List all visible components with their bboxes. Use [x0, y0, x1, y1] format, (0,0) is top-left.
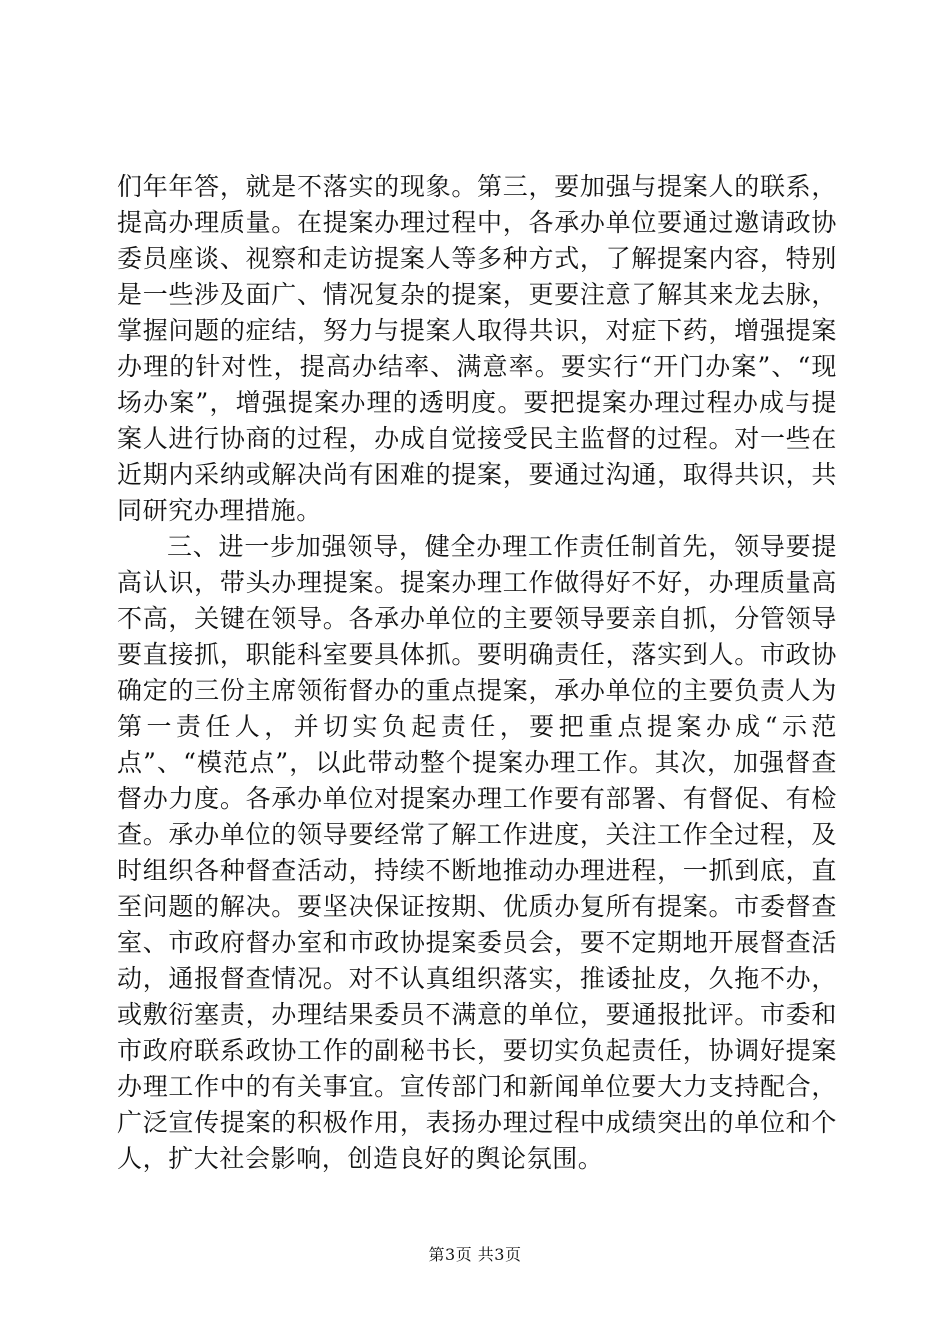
paragraph-2: 三、进一步加强领导，健全办理工作责任制首先，领导要提高认识，带头办理提案。提案办理工作做得好不好，办理质量高不高，关键在领导。各承办单位的主要领导要亲自抓，分管领导要直接抓，职能科室要具体抓。要明确责任，落实到人。市政协确定的三份主席领衔督办的重点提案，承办单位的主要负责人为第一责任人，并切实负起责任，要把重点提案办成“示范点”、“模范点”，以此带动整个提案办理工作。其次，加强督查督办力度。各承办单位对提案办理工作要有部署、有督促、有检查。承办单位的领导要经常了解工作进度，关注工作全过程，及时组织各种督查活动，持续不断地推动办理进程，一抓到底，直至问题的解决。要坚决保证按期、优质办复所有提案。市委督查室、市政府督办室和市政协提案委员会，要不定期地开展督查活动，通报督查情况。对不认真组织落实，推诿扯皮，久拖不办，或敷衍塞责，办理结果委员不满意的单位，要通报批评。市委和市政府联系政协工作的副秘书长，要切实负起责任，协调好提案办理工作中的有关事宜。宣传部门和新闻单位要大力支持配合，广泛宣传提案的积极作用，表扬办理过程中成绩突出的单位和个人，扩大社会影响，创造良好的舆论氛围。 — [117, 532, 837, 1173]
paragraph-1: 们年年答，就是不落实的现象。第三，要加强与提案人的联系，提高办理质量。在提案办理过程中，各承办单位要通过邀请政协委员座谈、视察和走访提案人等多种方式，了解提案内容，特别是一些涉及面广、情况复杂的提案，更要注意了解其来龙去脉，掌握问题的症结，努力与提案人取得共识，对症下药，增强提案办理的针对性，提高办结率、满意率。要实行“开门办案”、“现场办案”，增强提案办理的透明度。要把提案办理过程办成与提案人进行协商的过程，办成自觉接受民主监督的过程。对一些在近期内采纳或解决尚有困难的提案，要通过沟通，取得共识，共同研究办理措施。 — [117, 172, 837, 525]
page-number-footer: 第3页 共3页 — [428, 1245, 522, 1264]
body-text — [117, 169, 837, 1177]
